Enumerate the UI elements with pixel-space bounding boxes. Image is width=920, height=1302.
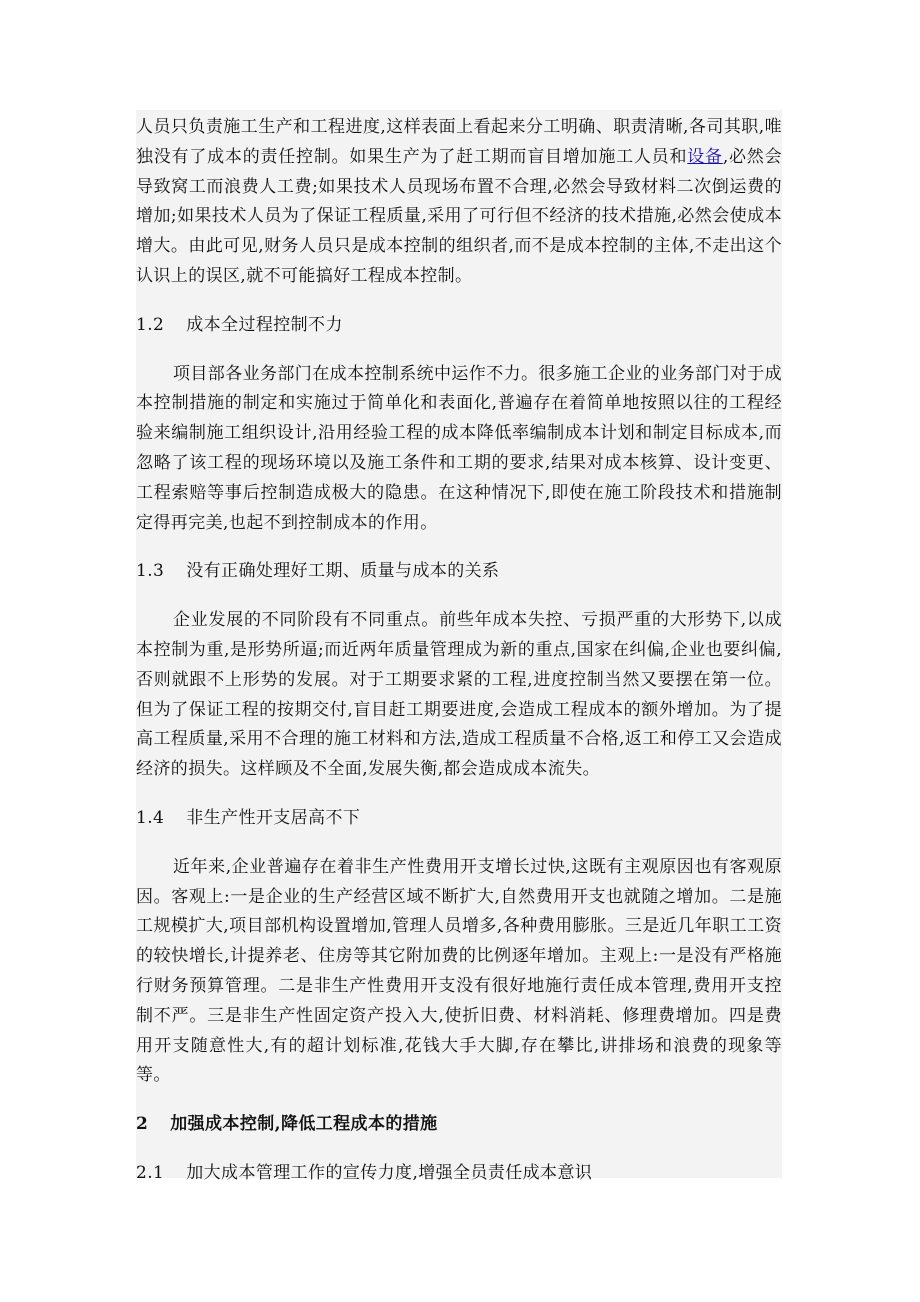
section-1-3-number: 1.3 [136,561,165,582]
section-2-number: 2 [136,1114,149,1135]
section-2-1-title: 加大成本管理工作的宣传力度,增强全员责任成本意识 [186,1162,593,1183]
section-1-3-title: 没有正确处理好工期、质量与成本的关系 [186,561,500,582]
section-1-4-title: 非生产性开支居高不下 [186,807,361,828]
intro-text-after-link: ,必然会导致窝工而浪费人工费;如果技术人员现场布置不合理,必然会导致材料二次倒运费的增加;如果技术人员为了保证工程质量,采用了可行但不经济的技术措施,必然会使成本增大。由此可见,财务人员只是成本控制的组织者,而不是成本控制的主体,不走出这个认识上的误区,就不可能搞好工程成本控制。 [136,146,782,286]
section-1-2-heading [136,311,782,341]
equipment-link[interactable]: 设备 [687,146,723,167]
section-1-2-number: 1.2 [136,314,165,335]
document-body [136,113,782,1189]
section-2-1-heading [136,1159,782,1189]
section-1-3-heading [136,557,782,587]
section-1-4-paragraph: 近年来,企业普遍存在着非生产性费用开支增长过快,这既有主观原因也有客观原因。客观上:一是企业的生产经营区域不断扩大,自然费用开支也就随之增加。二是施工规模扩大,项目部机构设置增加,管理人员增多,各种费用膨胀。三是近几年职工工资的较快增长,计提养老、住房等其它附加费的比例逐年增加。主观上:一是没有严格施行财务预算管理。二是非生产性费用开支没有很好地施行责任成本管理,费用开支控制不严。三是非生产性固定资产投入大,使折旧费、材料消耗、修理费增加。四是费用开支随意性大,有的超计划标准,花钱大手大脚,存在攀比,讲排场和浪费的现象等等。 [136,856,782,1086]
section-1-2-title: 成本全过程控制不力 [186,314,343,335]
section-2-heading [136,1110,782,1140]
intro-paragraph [136,113,782,292]
intro-text-before-link: 人员只负责施工生产和工程进度,这样表面上看起来分工明确、职责清晰,各司其职,唯独没有了成本的责任控制。如果生产为了赶工期而盲目增加施工人员和 [136,117,782,167]
section-2-1-number: 2.1 [136,1162,165,1183]
section-1-4-heading [136,804,782,834]
section-2-title: 加强成本控制,降低工程成本的措施 [170,1114,438,1135]
section-1-3-paragraph: 企业发展的不同阶段有不同重点。前些年成本失控、亏损严重的大形势下,以成本控制为重,是形势所逼;而近两年质量管理成为新的重点,国家在纠偏,企业也要纠偏,否则就跟不上形势的发展。对于工期要求紧的工程,进度控制当然又要摆在第一位。但为了保证工程的按期交付,盲目赶工期要进度,会造成工程成本的额外增加。为了提高工程质量,采用不合理的施工材料和方法,造成工程质量不合格,返工和停工又会造成经济的损失。这样顾及不全面,发展失衡,都会造成成本流失。 [136,610,782,780]
section-1-4-number: 1.4 [136,807,165,828]
section-1-2-paragraph: 项目部各业务部门在成本控制系统中运作不力。很多施工企业的业务部门对于成本控制措施的制定和实施过于简单化和表面化,普遍存在着简单地按照以往的工程经验来编制施工组织设计,沿用经验工程的成本降低率编制成本计划和制定目标成本,而忽略了该工程的现场环境以及施工条件和工期的要求,结果对成本核算、设计变更、工程索赔等事后控制造成极大的隐患。在这种情况下,即使在施工阶段技术和措施制定得再完美,也起不到控制成本的作用。 [136,363,782,533]
